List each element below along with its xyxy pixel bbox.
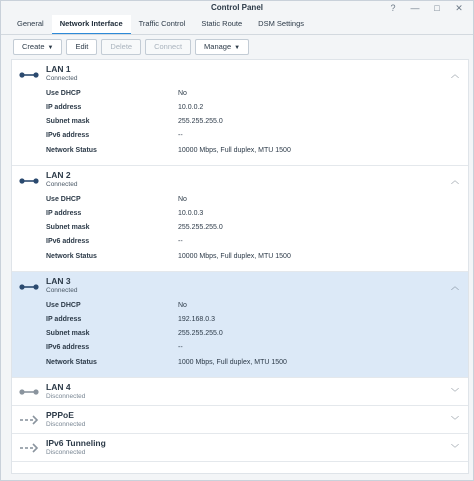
label-subnet-mask: Subnet mask bbox=[46, 118, 90, 125]
label-use-dhcp: Use DHCP bbox=[46, 196, 81, 203]
interface-status: Disconnected bbox=[46, 449, 86, 456]
interface-status: Connected bbox=[46, 287, 78, 294]
label-ipv6-address: IPv6 address bbox=[46, 132, 90, 139]
value-ip-address: 10.0.0.3 bbox=[178, 210, 204, 217]
label-ip-address: IP address bbox=[46, 210, 82, 217]
value-subnet-mask: 255.255.255.0 bbox=[178, 118, 223, 125]
value-network-status: 10000 Mbps, Full duplex, MTU 1500 bbox=[178, 147, 291, 154]
edit-button[interactable]: Edit bbox=[66, 39, 97, 55]
interface-item-lan-4[interactable] bbox=[12, 378, 468, 406]
interface-name: LAN 3 bbox=[46, 276, 71, 286]
toolbar bbox=[13, 39, 249, 55]
interface-name: PPPoE bbox=[46, 410, 74, 420]
caret-down-icon: ▼ bbox=[234, 45, 241, 51]
value-ipv6-address: -- bbox=[178, 132, 183, 139]
tab-network-interface[interactable]: Network Interface bbox=[52, 15, 131, 35]
lan-connected-icon bbox=[19, 175, 39, 187]
lan-connected-icon bbox=[19, 69, 39, 81]
label-ipv6-address: IPv6 address bbox=[46, 238, 90, 245]
lan-connected-icon bbox=[19, 281, 39, 293]
lan-disconnected-icon bbox=[19, 386, 39, 398]
label-network-status: Network Status bbox=[46, 253, 97, 260]
value-ip-address: 192.168.0.3 bbox=[178, 316, 215, 323]
label-network-status: Network Status bbox=[46, 147, 97, 154]
value-use-dhcp: No bbox=[178, 302, 187, 309]
manage-button[interactable] bbox=[195, 39, 249, 55]
interface-item-ipv6-tunneling[interactable] bbox=[12, 434, 468, 462]
label-ip-address: IP address bbox=[46, 104, 82, 111]
label-subnet-mask: Subnet mask bbox=[46, 224, 90, 231]
interface-item-lan-3[interactable] bbox=[12, 272, 468, 378]
label-ip-address: IP address bbox=[46, 316, 82, 323]
chevron-up-icon[interactable]: ︿ bbox=[451, 176, 459, 185]
chevron-down-icon[interactable]: ﹀ bbox=[451, 416, 459, 425]
tab-divider bbox=[1, 34, 473, 35]
label-use-dhcp: Use DHCP bbox=[46, 302, 81, 309]
interface-status: Disconnected bbox=[46, 393, 86, 400]
label-network-status: Network Status bbox=[46, 359, 97, 366]
interface-status: Connected bbox=[46, 181, 78, 188]
interface-name: IPv6 Tunneling bbox=[46, 438, 106, 448]
tunnel-icon bbox=[19, 442, 39, 454]
create-label: Create bbox=[22, 42, 45, 51]
tab-bar bbox=[9, 15, 312, 35]
interface-list bbox=[11, 59, 469, 474]
interface-status: Connected bbox=[46, 75, 78, 82]
minimize-icon[interactable]: — bbox=[410, 3, 420, 13]
value-subnet-mask: 255.255.255.0 bbox=[178, 224, 223, 231]
window-title: Control Panel bbox=[210, 3, 263, 12]
connect-button[interactable]: Connect bbox=[145, 39, 191, 55]
tab-general[interactable]: General bbox=[17, 19, 44, 28]
chevron-up-icon[interactable]: ︿ bbox=[451, 282, 459, 291]
value-ip-address: 10.0.0.2 bbox=[178, 104, 204, 111]
value-network-status: 1000 Mbps, Full duplex, MTU 1500 bbox=[178, 359, 287, 366]
create-button[interactable] bbox=[13, 39, 62, 55]
interface-name: LAN 4 bbox=[46, 382, 71, 392]
interface-status: Disconnected bbox=[46, 421, 86, 428]
value-subnet-mask: 255.255.255.0 bbox=[178, 330, 223, 337]
chevron-up-icon[interactable]: ︿ bbox=[451, 70, 459, 79]
value-network-status: 10000 Mbps, Full duplex, MTU 1500 bbox=[178, 253, 291, 260]
value-ipv6-address: -- bbox=[178, 238, 183, 245]
pppoe-icon bbox=[19, 414, 39, 426]
value-use-dhcp: No bbox=[178, 196, 187, 203]
help-icon[interactable]: ? bbox=[390, 3, 396, 13]
tab-dsm-settings[interactable]: DSM Settings bbox=[258, 19, 305, 28]
interface-name: LAN 2 bbox=[46, 170, 71, 180]
chevron-down-icon[interactable]: ﹀ bbox=[451, 388, 459, 397]
delete-button[interactable]: Delete bbox=[101, 39, 141, 55]
close-icon[interactable]: ✕ bbox=[455, 3, 463, 13]
label-ipv6-address: IPv6 address bbox=[46, 344, 90, 351]
interface-item-lan-2[interactable] bbox=[12, 166, 468, 272]
value-ipv6-address: -- bbox=[178, 344, 183, 351]
title-bar bbox=[1, 1, 473, 15]
interface-item-lan-1[interactable] bbox=[12, 60, 468, 166]
interface-name: LAN 1 bbox=[46, 64, 71, 74]
interface-item-pppoe[interactable] bbox=[12, 406, 468, 434]
label-use-dhcp: Use DHCP bbox=[46, 90, 81, 97]
label-subnet-mask: Subnet mask bbox=[46, 330, 90, 337]
value-use-dhcp: No bbox=[178, 90, 187, 97]
maximize-icon[interactable]: □ bbox=[434, 3, 440, 13]
tab-static-route[interactable]: Static Route bbox=[201, 19, 243, 28]
manage-label: Manage bbox=[204, 42, 232, 51]
caret-down-icon: ▼ bbox=[47, 45, 54, 51]
tab-traffic-control[interactable]: Traffic Control bbox=[138, 19, 186, 28]
chevron-down-icon[interactable]: ﹀ bbox=[451, 444, 459, 453]
